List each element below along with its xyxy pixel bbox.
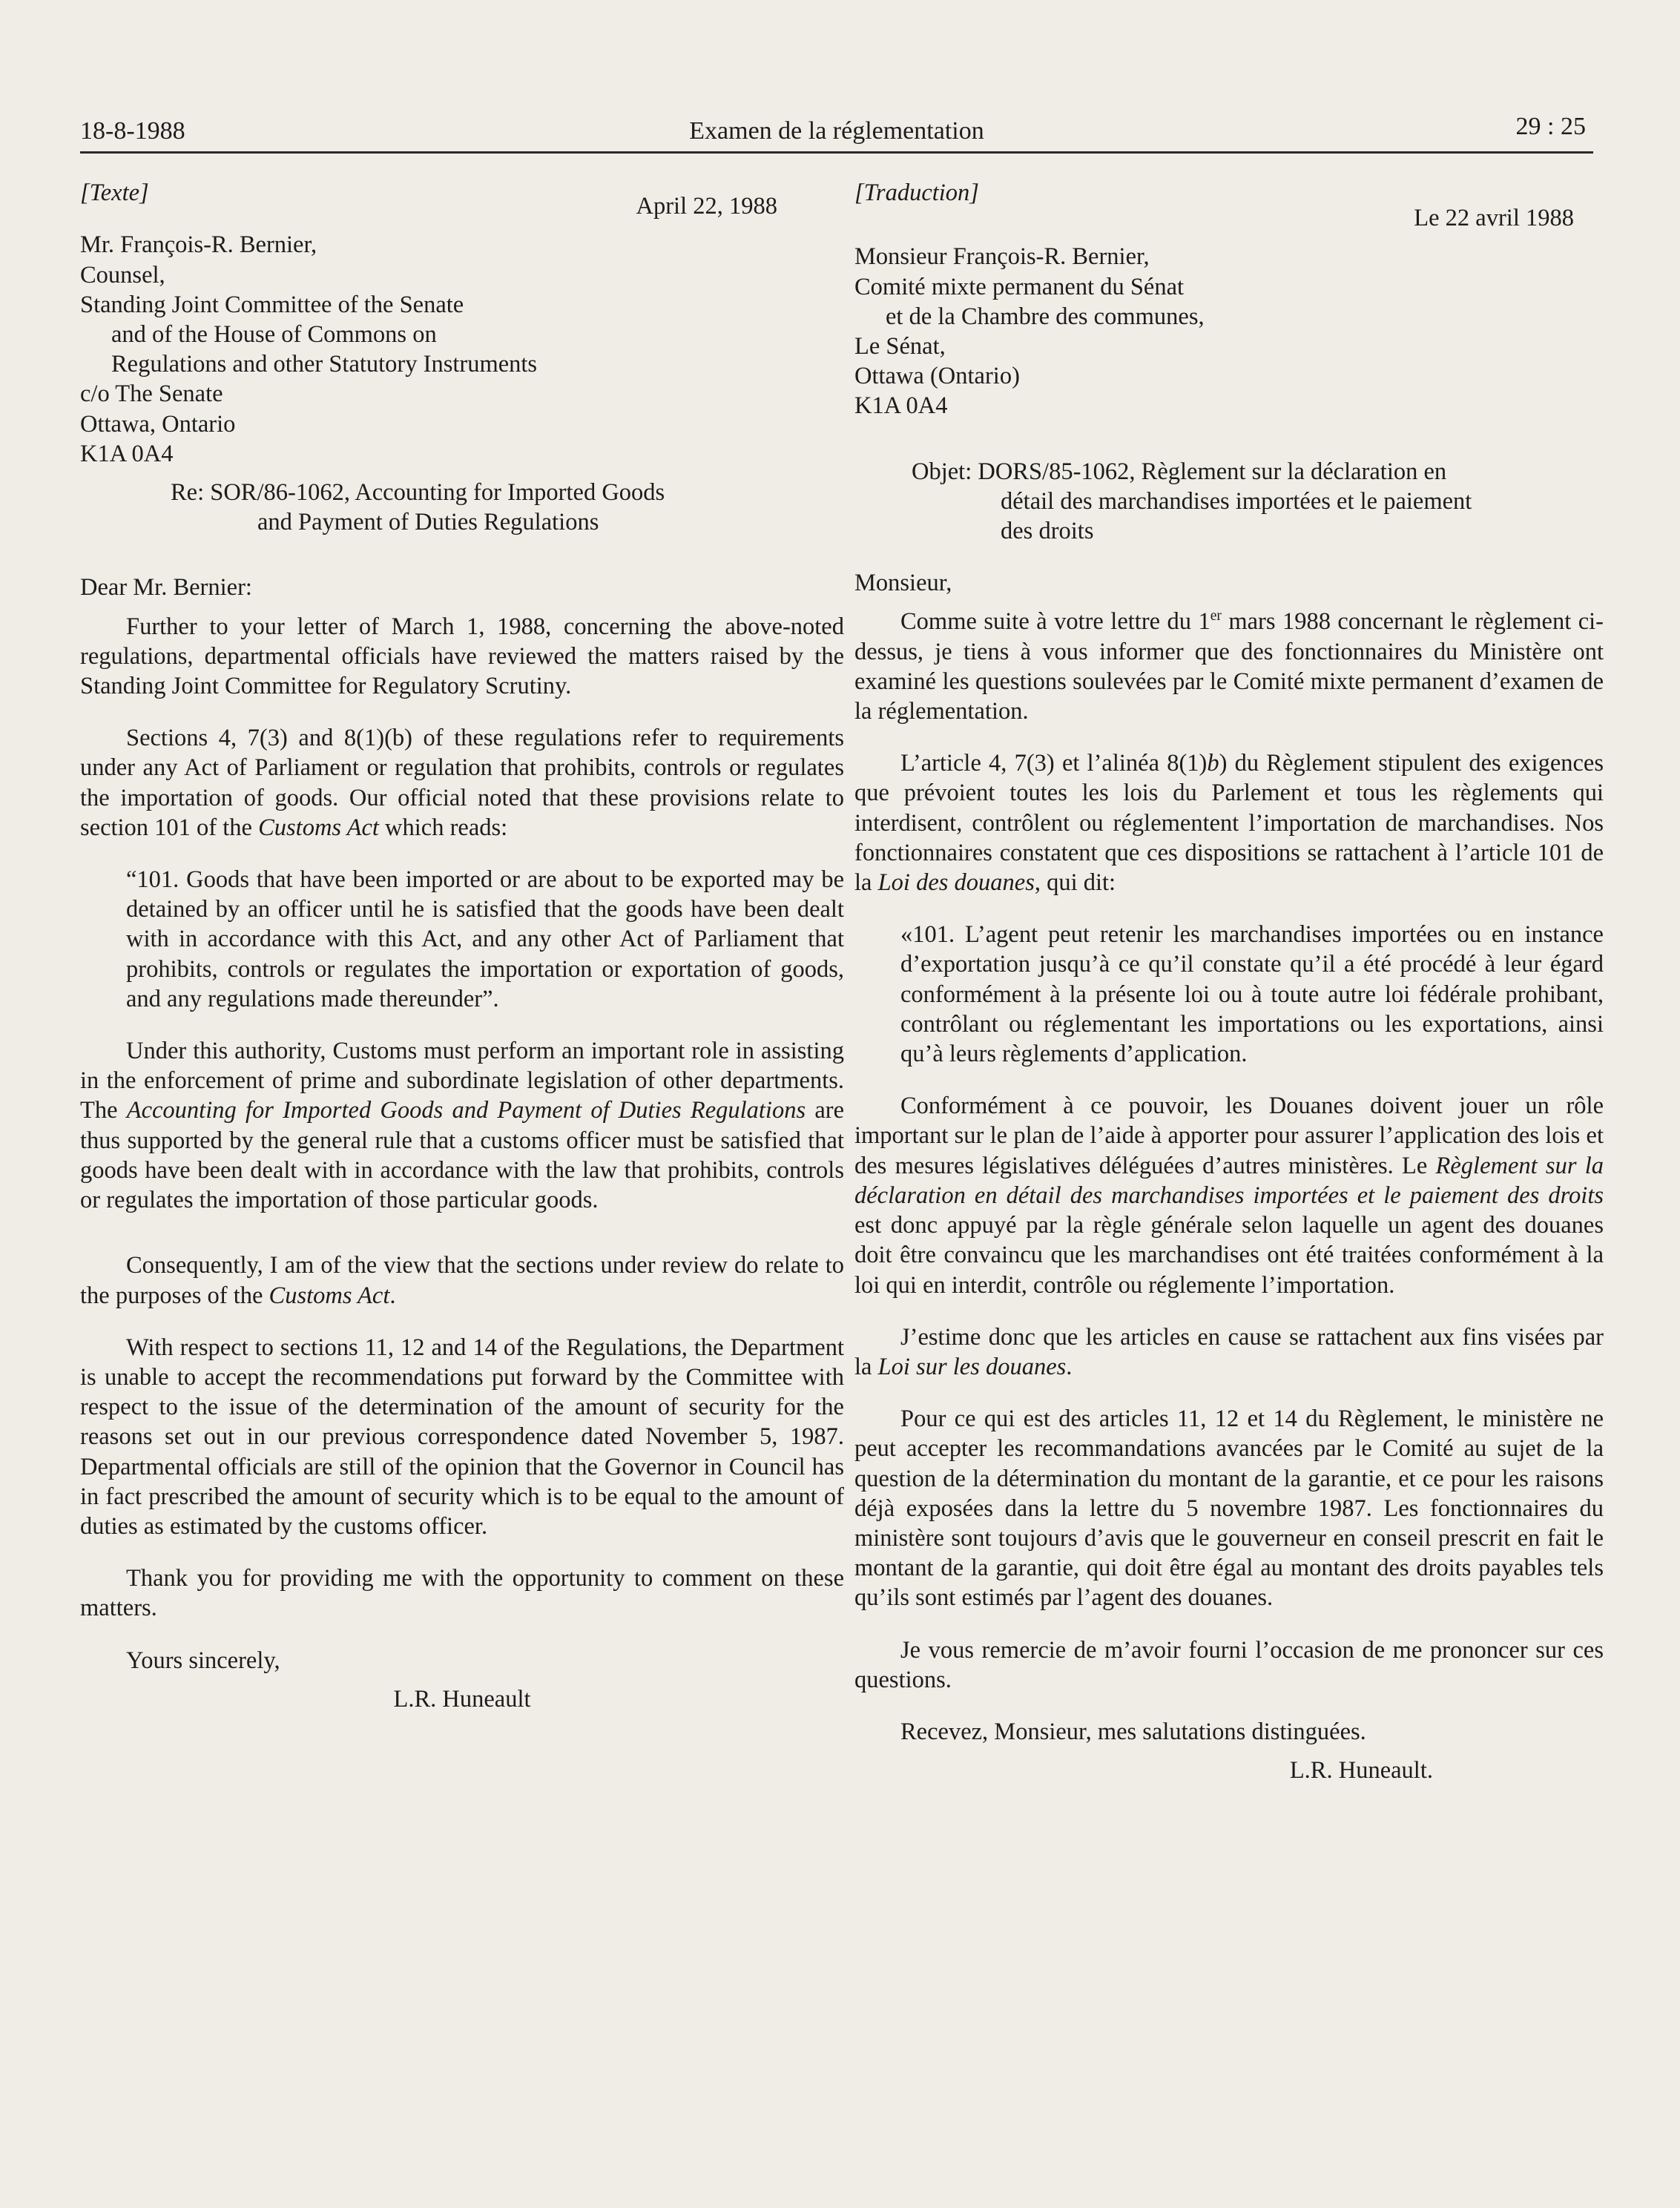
recipient-address [80, 230, 844, 469]
paragraph: Conformément à ce pouvoir, les Douanes doivent jouer un rôle important sur le plan de l’aide à apporter pour assurer l’application des lois et des mesures législatives déléguées d’autres ministères. Le Règlement sur la déclaration en détail des marchandises importées et le paiement des droits est donc appuyé par la règle générale selon laquelle un agent des douanes doit être convaincu que les marchandises ont été traitées conformément à la loi qui en interdit, contrôle ou réglemente l’importation. [854, 1093, 1604, 1299]
letter-date: April 22, 1988 [636, 193, 777, 220]
paragraph: Further to your letter of March 1, 1988, concerning the above-noted regulations, departmental officials have reviewed the matters raised by the Standing Joint Committee for Regulatory Scrutiny. [80, 613, 844, 700]
running-header [80, 98, 1593, 154]
address-line: Ottawa, Ontario [80, 410, 236, 438]
address-line: Regulations and other Statutory Instruments [111, 351, 538, 378]
subject-line-1: Objet: DORS/85-1062, Règlement sur la déclaration en [912, 458, 1447, 485]
english-column [80, 178, 844, 1714]
signature: L.R. Huneault. [1289, 1757, 1433, 1784]
paragraph: With respect to sections 11, 12 and 14 of the Regulations, the Department is unable to accept the recommendations put forward by the Committee with respect to the issue of the determination of the amount of security for the reasons set out in our previous correspondence dated November 5, 1987. Departmental officials are still of the opinion that the Governor in Council has in fact prescribed the amount of security which is to be equal to the amount of duties as estimated by the customs officer. [80, 1334, 844, 1540]
address-line: Standing Joint Committee of the Senate [80, 291, 464, 318]
text-label: [Texte] [80, 179, 149, 206]
address-line: Mr. François-R. Bernier, [80, 231, 317, 259]
address-line: Monsieur François-R. Bernier, [854, 243, 1150, 271]
address-line: Comité mixte permanent du Sénat [854, 273, 1185, 300]
translation-label: [Traduction] [854, 179, 979, 206]
paragraph: Comme suite à votre lettre du 1er mars 1988 concernant le règlement ci-dessus, je tiens à vous informer que des fonctionnaires du Ministère ont examiné les questions soulevées par le Comité mixte permanent d’examen de la réglementation. [854, 608, 1604, 725]
page-number: 29 : 25 [1515, 113, 1586, 140]
french-column [854, 178, 1604, 1785]
subject-line [80, 478, 844, 537]
paragraph: Je vous remercie de m’avoir fourni l’occasion de me prononcer sur ces questions. [854, 1636, 1604, 1693]
closing: Yours sincerely, [126, 1647, 280, 1674]
subject-line-2: and Payment of Duties Regulations [257, 509, 599, 536]
paragraph: L’article 4, 7(3) et l’alinéa 8(1)b) du Règlement stipulent des exigences que prévoient toutes les lois du Parlement et tous les règlements qui interdisent, contrôlent ou réglementent l’importation de marchandises. Nos fonctionnaires constatent que ces dispositions se rattachent à l’article 101 de la Loi des douanes, qui dit: [854, 750, 1604, 897]
paragraph: J’estime donc que les articles en cause se rattachent aux fins visées par la Loi sur les douanes. [854, 1323, 1604, 1380]
closing: Recevez, Monsieur, mes salutations distinguées. [900, 1718, 1366, 1745]
recipient-address [854, 242, 1604, 421]
address-line: Ottawa (Ontario) [854, 363, 1020, 390]
address-line: K1A 0A4 [80, 440, 174, 467]
header-date: 18-8-1988 [80, 117, 185, 145]
signature: L.R. Huneault [393, 1685, 531, 1713]
subject-line [854, 457, 1604, 547]
header-title: Examen de la réglementation [689, 117, 984, 145]
statute-quote: “101. Goods that have been imported or are about to be exported may be detained by an officer until he is satisfied that the goods have been dealt with in accordance with this Act, and any other Act of Parliament that prohibits, controls or regulates the importation or exportation of goods, and any regulations made thereunder”. [126, 866, 844, 1012]
subject-line-2: détail des marchandises importées et le paiement [1001, 487, 1472, 515]
address-line: et de la Chambre des communes, [886, 303, 1205, 330]
address-line: c/o The Senate [80, 380, 223, 408]
paragraph: Under this authority, Customs must perform an important role in assisting in the enforcement of prime and subordinate legislation of other departments. The Accounting for Imported Goods and Payment of Duties Regulations are thus supported by the general rule that a customs officer must be satisfied that goods have been dealt with in accordance with the law that prohibits, controls or regulates the importation of those particular goods. [80, 1038, 844, 1214]
subject-line-1: Re: SOR/86-1062, Accounting for Imported Goods [171, 479, 665, 507]
address-line: Le Sénat, [854, 333, 946, 360]
paragraph: Thank you for providing me with the opportunity to comment on these matters. [80, 1565, 844, 1622]
subject-line-3: des droits [1001, 518, 1094, 545]
salutation: Monsieur, [854, 570, 952, 597]
salutation: Dear Mr. Bernier: [80, 574, 252, 602]
paragraph: Sections 4, 7(3) and 8(1)(b) of these regulations refer to requirements under any Act of Parliament or regulation that prohibits, controls or regulates the importation of goods. Our official noted that these provisions relate to section 101 of the Customs Act which reads: [80, 725, 844, 841]
address-line: Counsel, [80, 261, 165, 289]
address-line: K1A 0A4 [854, 392, 948, 420]
address-line: and of the House of Commons on [111, 321, 437, 349]
paragraph: Consequently, I am of the view that the sections under review do relate to the purposes of the Customs Act. [80, 1252, 844, 1309]
paragraph: Pour ce qui est des articles 11, 12 et 14 du Règlement, le ministère ne peut accepter les recommandations avancées par le Comité au sujet de la question de la détermination du montant de la garantie, et ce pour les raisons déjà exposées dans la lettre du 5 novembre 1987. Les fonctionnaires du ministère sont toujours d’avis que le gouverneur en conseil prescrit en fait le montant de la garantie, qui doit être égal au montant des droits payables tels qu’ils sont estimés par l’agent des douanes. [854, 1405, 1604, 1612]
letter-date: Le 22 avril 1988 [1414, 205, 1574, 232]
statute-quote: «101. L’agent peut retenir les marchandises importées ou en instance d’exportation jusqu’à ce qu’il constate qu’il a été procédé à leur égard conformément à la présente loi ou à toute autre loi fédérale prohibant, contrôlant ou réglementant les importations ou les exportations, ainsi qu’à leurs règlements d’application. [900, 921, 1604, 1068]
